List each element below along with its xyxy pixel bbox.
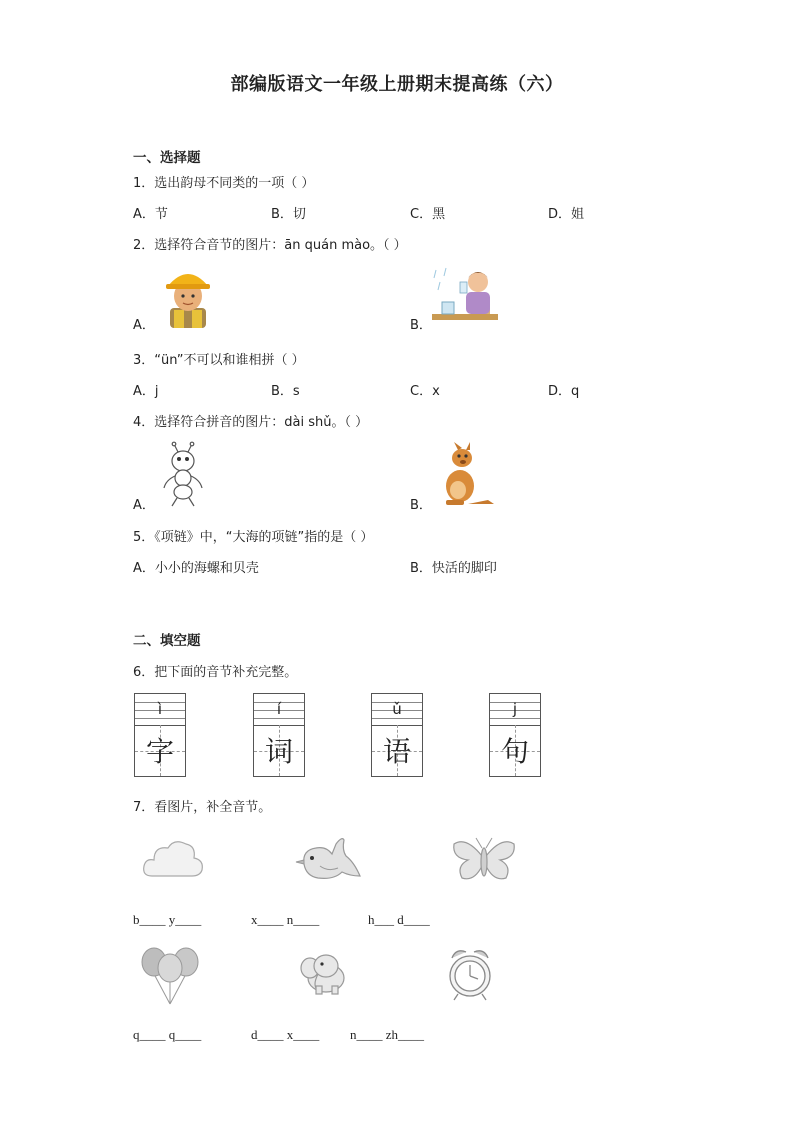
question-4: 4．选择符合拼音的图片：dài shǔ。（ ） (133, 415, 369, 430)
q5-option-a: A．小小的海螺和贝壳 (133, 561, 259, 576)
kangaroo-icon (432, 442, 496, 506)
hanzi: 句 (500, 735, 529, 768)
tone-mark: í (276, 700, 282, 718)
fill-blank-elephant: d____ x____ (251, 1027, 320, 1042)
hanzi: 语 (382, 735, 411, 768)
page-title: 部编版语文一年级上册期末提高练（六） (230, 74, 564, 95)
pinyin-box-ju (489, 693, 541, 777)
q3-option-d: D．q (548, 384, 580, 399)
q2-option-b: B． (410, 318, 432, 333)
pinyin-box-ci (253, 693, 305, 777)
balloons-icon (140, 944, 202, 1006)
pinyin-box-zi (134, 693, 186, 777)
child-drinking-icon (432, 266, 498, 326)
pinyin-box-yu (371, 693, 423, 777)
tone-mark: ǔ (392, 700, 402, 718)
q1-option-b: B．切 (271, 207, 306, 222)
fill-blank-clock: n____ zh____ (350, 1027, 425, 1042)
butterfly-icon (452, 836, 516, 884)
question-1: 1．选出韵母不同类的一项（ ） (133, 176, 315, 191)
question-6: 6．把下面的音节补充完整。 (133, 665, 298, 680)
question-2: 2．选择符合音节的图片：ān quán mào。（ ） (133, 238, 407, 253)
q4-option-b: B． (410, 498, 432, 513)
q1-option-d: D．姐 (548, 207, 585, 222)
worker-helmet-icon (160, 266, 216, 328)
cloud-icon (142, 838, 204, 880)
fill-blank-cloud: b____ y____ (133, 912, 202, 927)
q3-option-b: B．s (271, 384, 300, 399)
fill-blank-butterfly: h___ d____ (368, 912, 430, 927)
tone-mark: ì (157, 700, 163, 718)
fill-blank-bird: x____ n____ (251, 912, 320, 927)
section-heading-fill: 二、填空题 (133, 633, 201, 649)
elephant-icon (296, 952, 350, 998)
fill-blank-balloons: q____ q____ (133, 1027, 202, 1042)
section-heading-choice: 一、选择题 (133, 150, 201, 166)
bird-icon (296, 836, 362, 886)
question-7: 7．看图片，补全音节。 (133, 800, 272, 815)
q2-option-a: A． (133, 318, 155, 333)
tone-mark: j (512, 700, 518, 718)
question-5: 5．《项链》中，“大海的项链”指的是（ ） (133, 530, 374, 545)
ant-icon (160, 444, 206, 506)
hanzi: 词 (264, 735, 293, 768)
question-3: 3．“ün”不可以和谁相拼（ ） (133, 353, 305, 368)
q5-option-b: B．快活的脚印 (410, 561, 497, 576)
hanzi: 字 (145, 735, 174, 768)
q1-option-c: C．黑 (410, 207, 446, 222)
q3-option-c: C．x (410, 384, 440, 399)
alarm-clock-icon (438, 946, 502, 1002)
q3-option-a: A．j (133, 384, 159, 399)
q1-option-a: A．节 (133, 207, 168, 222)
q4-option-a: A． (133, 498, 155, 513)
